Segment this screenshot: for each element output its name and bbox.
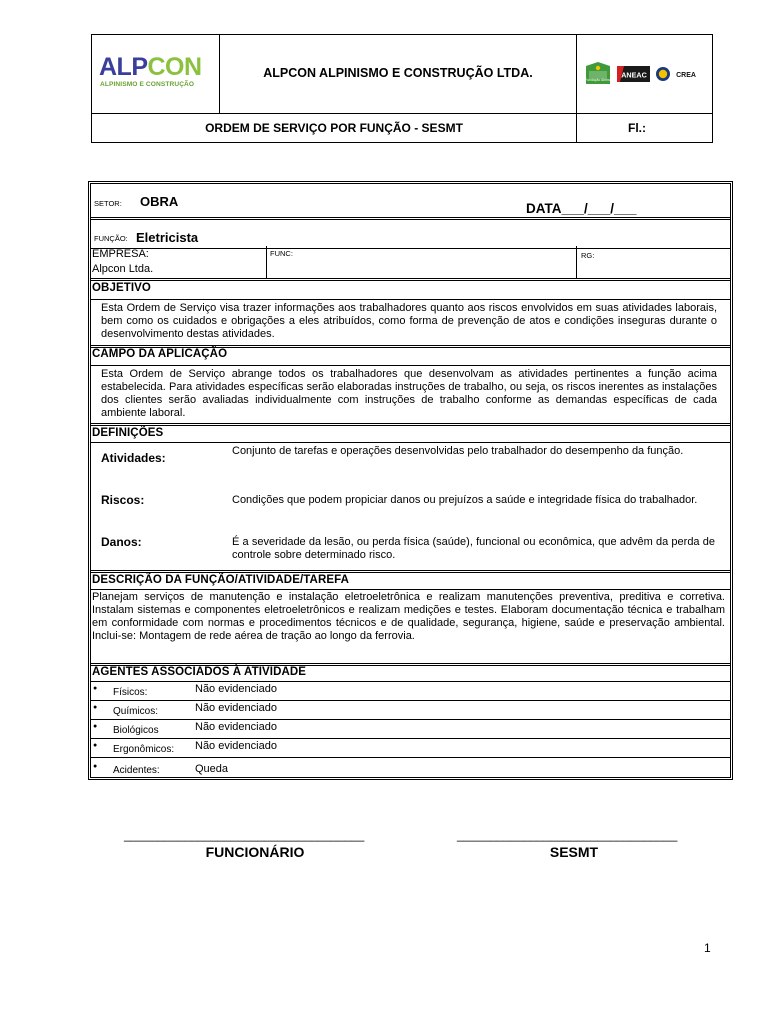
definition-term: Atividades: [101, 451, 166, 465]
agent-value: Queda [195, 763, 229, 775]
partner-logos [584, 62, 712, 86]
descricao-heading: DESCRIÇÃO DA FUNÇÃO/ATIVIDADE/TAREFA [92, 574, 350, 586]
campo-text: Esta Ordem de Serviço abrange todos os trabalhadores que desenvolvam as atividades pertinentes a função acima estabelecida. Para atividades específicas serão elaboradas instruções de trabalho, ou seja, os riscos inerentes as instalações dos clientes serão avaliadas individualmente com instruções de trabalho conforme as demandas específicas de cada ambiente laboral. [101, 368, 717, 419]
campo-heading: CAMPO DA APLICAÇÃO [92, 348, 228, 360]
partner-2-text: ANEAC [621, 70, 647, 80]
agent-value: Não evidenciado [195, 702, 277, 714]
signature-label-employee: FUNCIONÁRIO [205, 844, 305, 860]
agent-label: Físicos: [113, 687, 148, 698]
bullet-icon: ● [93, 742, 98, 749]
page-number: 1 [704, 941, 711, 955]
agent-row [91, 684, 730, 700]
bullet-icon: ● [93, 723, 98, 730]
logo-subtitle: ALPINISMO E CONSTRUÇÃO [100, 81, 195, 88]
signature-line-sesmt: _________________________________ [457, 828, 678, 842]
partner-1-text: Fundação Abrinq [585, 78, 611, 82]
setor-value: OBRA [140, 194, 179, 209]
bullet-icon: ● [93, 704, 98, 711]
service-order-form [88, 181, 733, 780]
agent-row [91, 722, 730, 738]
agent-row [91, 741, 730, 757]
definition-term: Danos: [101, 535, 142, 549]
folio-label: Fl.: [628, 121, 646, 135]
setor-label: SETOR: [94, 199, 122, 208]
agent-row [91, 703, 730, 719]
agent-value: Não evidenciado [195, 740, 277, 752]
definition-text: Conjunto de tarefas e operações desenvolvidas pelo trabalhador do desempenho da função. [232, 445, 684, 457]
agent-row [91, 762, 730, 778]
funcao-label: FUNÇÃO: [94, 234, 128, 243]
descricao-text: Planejam serviços de manutenção e instalação eletroeletrônica e realizam manutenções preventiva, preditiva e corretiva. Instalam sistemas e componentes eletroeletrônicos e realizam medições e testes. Elaboram documentação técnica e trabalham em conformidade com normas e procedimentos técnicos e de qualidade, segurança, higiene, saúde e preservação ambiental. Inclui-se: Montagem de rede aérea de tração ao longo da ferrovia. [92, 591, 725, 642]
agent-label: Biológicos [113, 725, 159, 736]
funcao-value: Eletricista [136, 230, 199, 245]
objetivo-heading: OBJETIVO [92, 282, 151, 294]
signature-label-sesmt: SESMT [549, 844, 599, 860]
empresa-value: Alpcon Ltda. [92, 263, 154, 275]
agent-label: Acidentes: [113, 765, 160, 776]
empresa-label: EMPRESA: [92, 248, 149, 260]
definition-text: Condições que podem propiciar danos ou prejuízos a saúde e integridade física do trabalhador. [232, 494, 698, 506]
bullet-icon: ● [93, 763, 98, 770]
partner-3-text: CREA [676, 72, 696, 79]
definicoes-heading: DEFINIÇÕES [92, 427, 164, 439]
objetivo-text: Esta Ordem de Serviço visa trazer informações aos trabalhadores quanto aos riscos envolvidos em suas atividades laborais, bem como os cuidados e obrigações a eles atribuídos, como forma de prevenção de atos e condições inseguras durante o desenvolvimento destas atividades. [101, 302, 717, 340]
agent-label: Químicos: [113, 706, 159, 717]
definition-text: É a severidade da lesão, ou perda física (saúde), funcional ou econômica, que advêm da perda de controle sobre determinado risco. [232, 536, 715, 561]
func-label: FUNC: [270, 249, 293, 258]
company-name: ALPCON ALPINISMO E CONSTRUÇÃO LTDA. [263, 66, 533, 80]
agent-label: Ergonômicos: [113, 744, 175, 755]
rg-label: RG: [581, 251, 595, 260]
document-header [91, 34, 713, 143]
crea-logo [656, 67, 670, 81]
alpcon-logo: ALPCON [99, 53, 202, 81]
agentes-heading: AGENTES ASSOCIADOS À ATIVIDADE [92, 666, 307, 678]
bullet-icon: ● [93, 685, 98, 692]
agent-value: Não evidenciado [195, 683, 277, 695]
definition-term: Riscos: [101, 493, 145, 507]
signature-line-employee: ____________________________________ [124, 828, 365, 842]
agent-value: Não evidenciado [195, 721, 277, 733]
document-title: ORDEM DE SERVIÇO POR FUNÇÃO - SESMT [205, 121, 463, 135]
date-field: DATA___/___/___ [526, 201, 637, 216]
